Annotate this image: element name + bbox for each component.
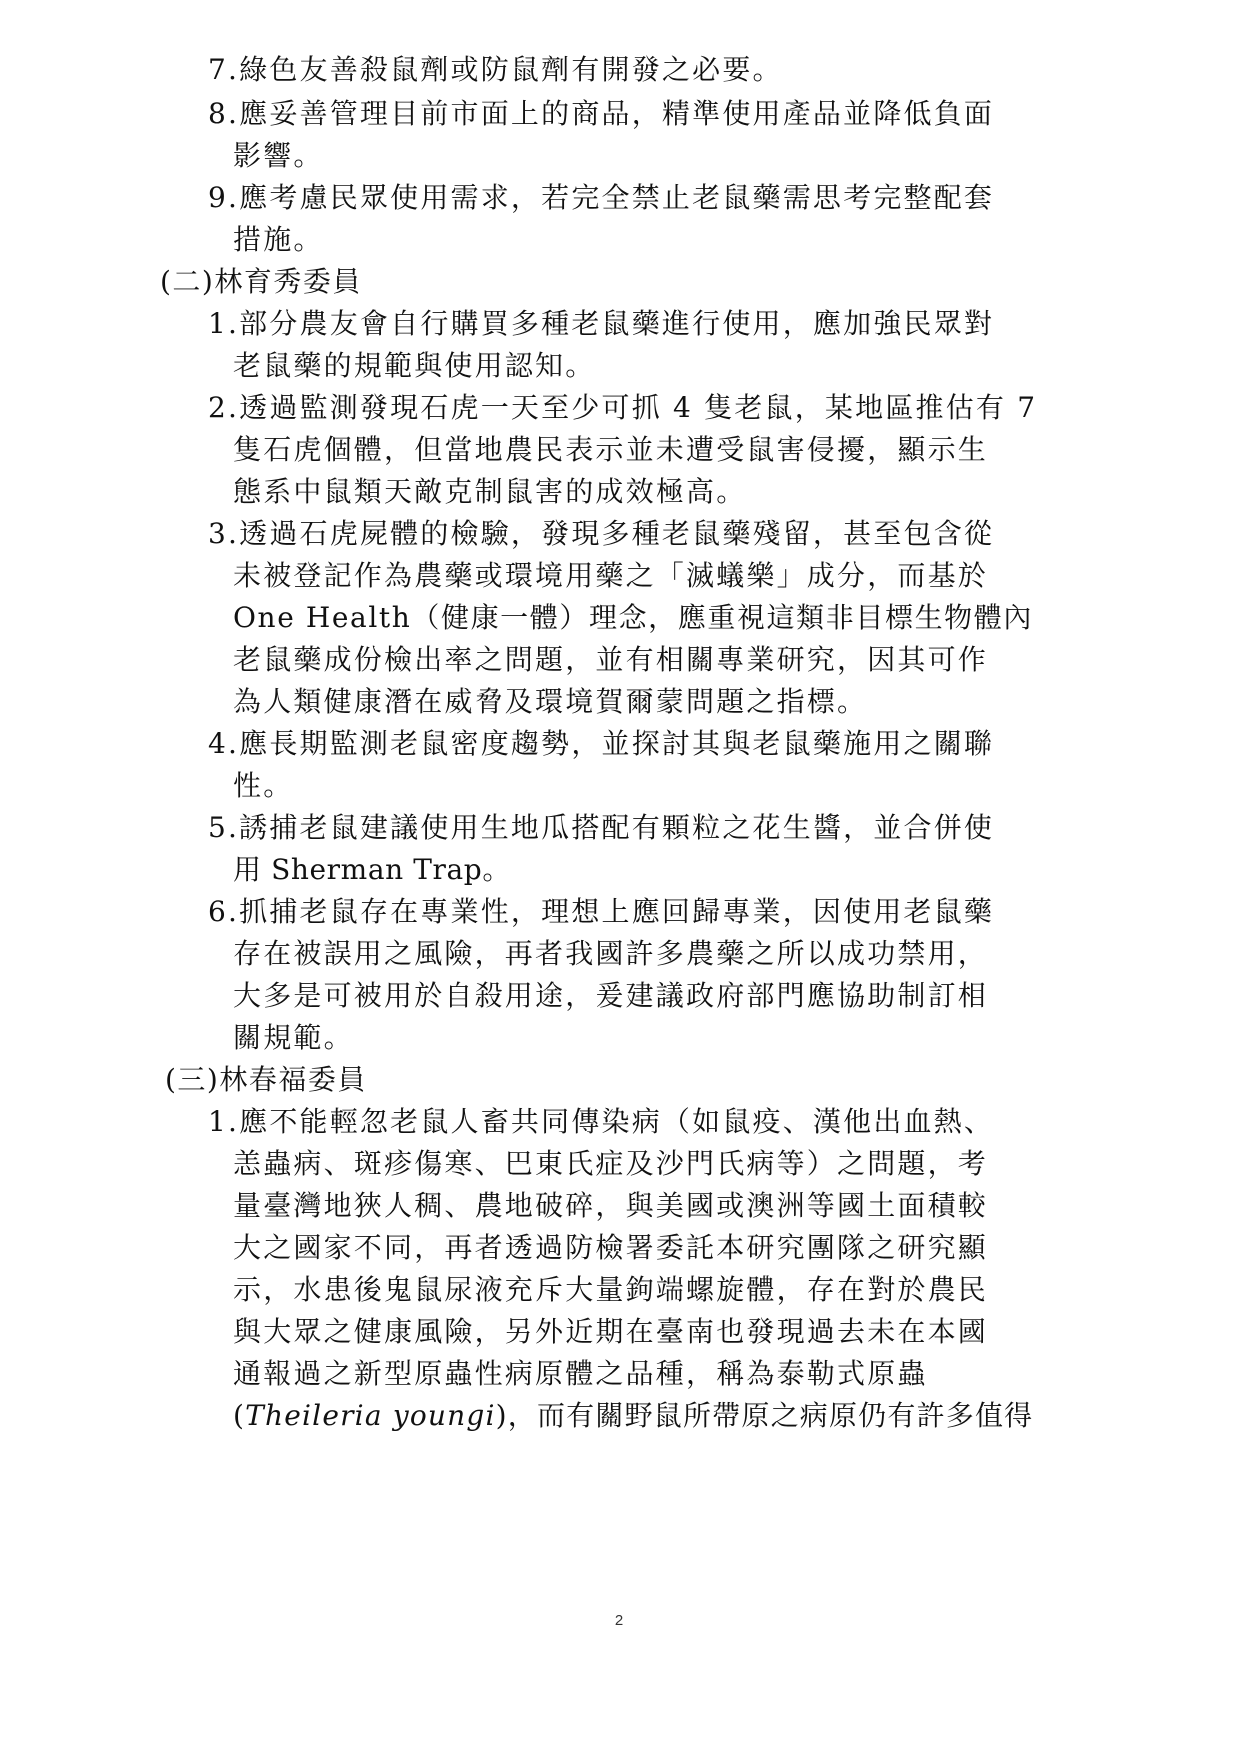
paren-open: ( [233, 1399, 246, 1432]
text-line: 影響。 [233, 139, 324, 172]
text-line: 2.透過監測發現石虎一天至少可抓 4 隻老鼠，某地區推估有 7 [208, 391, 1038, 424]
text-line: 隻石虎個體，但當地農民表示並未遭受鼠害侵擾，顯示生 [233, 433, 989, 466]
text-line: 大多是可被用於自殺用途，爰建議政府部門應協助制訂相 [233, 979, 989, 1012]
text-line: 用 Sherman Trap。 [233, 853, 511, 886]
text-line [233, 1396, 1033, 1436]
text-line: 9.應考慮民眾使用需求，若完全禁止老鼠藥需思考完整配套 [208, 181, 995, 214]
species-name: Theileria youngi [245, 1399, 496, 1432]
page-number: 2 [614, 1612, 624, 1629]
text-line: 未被登記作為農藥或環境用藥之「滅蟻樂」成分，而基於 [233, 559, 989, 592]
text-line: 措施。 [233, 223, 324, 256]
text-line: 5.誘捕老鼠建議使用生地瓜搭配有顆粒之花生醬，並合併使 [208, 811, 995, 844]
text-line: 通報過之新型原蟲性病原體之品種，稱為泰勒式原蟲 [233, 1357, 928, 1390]
text-line: One Health（健康一體）理念，應重視這類非目標生物體內 [233, 601, 1033, 634]
text-line: 恙蟲病、斑疹傷寒、巴東氏症及沙門氏病等）之問題，考 [233, 1147, 989, 1180]
text-line: 態系中鼠類天敵克制鼠害的成效極高。 [233, 475, 747, 508]
text-line: 7.綠色友善殺鼠劑或防鼠劑有開發之必要。 [208, 53, 783, 86]
text-line: 為人類健康潛在威脅及環境賀爾蒙問題之指標。 [233, 685, 868, 718]
text-line: 大之國家不同，再者透過防檢署委託本研究團隊之研究顯 [233, 1231, 989, 1264]
text-line: 與大眾之健康風險，另外近期在臺南也發現過去未在本國 [233, 1315, 989, 1348]
text-line: 1.應不能輕忽老鼠人畜共同傳染病（如鼠疫、漢他出血熱、 [208, 1105, 995, 1138]
text-line: 8.應妥善管理目前市面上的商品，精準使用產品並降低負面 [208, 97, 995, 130]
text-line: 4.應長期監測老鼠密度趨勢，並探討其與老鼠藥施用之關聯 [208, 727, 995, 760]
text-continuation: )，而有關野鼠所帶原之病原仍有許多值得 [495, 1399, 1034, 1432]
text-line: 存在被誤用之風險，再者我國許多農藥之所以成功禁用， [233, 937, 989, 970]
text-line: 性。 [233, 769, 294, 802]
text-line: 3.透過石虎屍體的檢驗，發現多種老鼠藥殘留，甚至包含從 [208, 517, 995, 550]
text-line: 老鼠藥成份檢出率之問題，並有相關專業研究，因其可作 [233, 643, 989, 676]
text-line: 1.部分農友會自行購買多種老鼠藥進行使用，應加強民眾對 [208, 307, 995, 340]
text-line: 量臺灣地狹人稠、農地破碎，與美國或澳洲等國土面積較 [233, 1189, 989, 1222]
text-line: 示，水患後鬼鼠尿液充斥大量鉤端螺旋體，存在對於農民 [233, 1273, 989, 1306]
text-line: 老鼠藥的規範與使用認知。 [233, 349, 596, 382]
section-heading: (三)林春福委員 [165, 1063, 367, 1096]
section-heading: (二)林育秀委員 [160, 265, 362, 298]
text-line: 關規範。 [233, 1021, 354, 1054]
text-line: 6.抓捕老鼠存在專業性，理想上應回歸專業，因使用老鼠藥 [208, 895, 995, 928]
